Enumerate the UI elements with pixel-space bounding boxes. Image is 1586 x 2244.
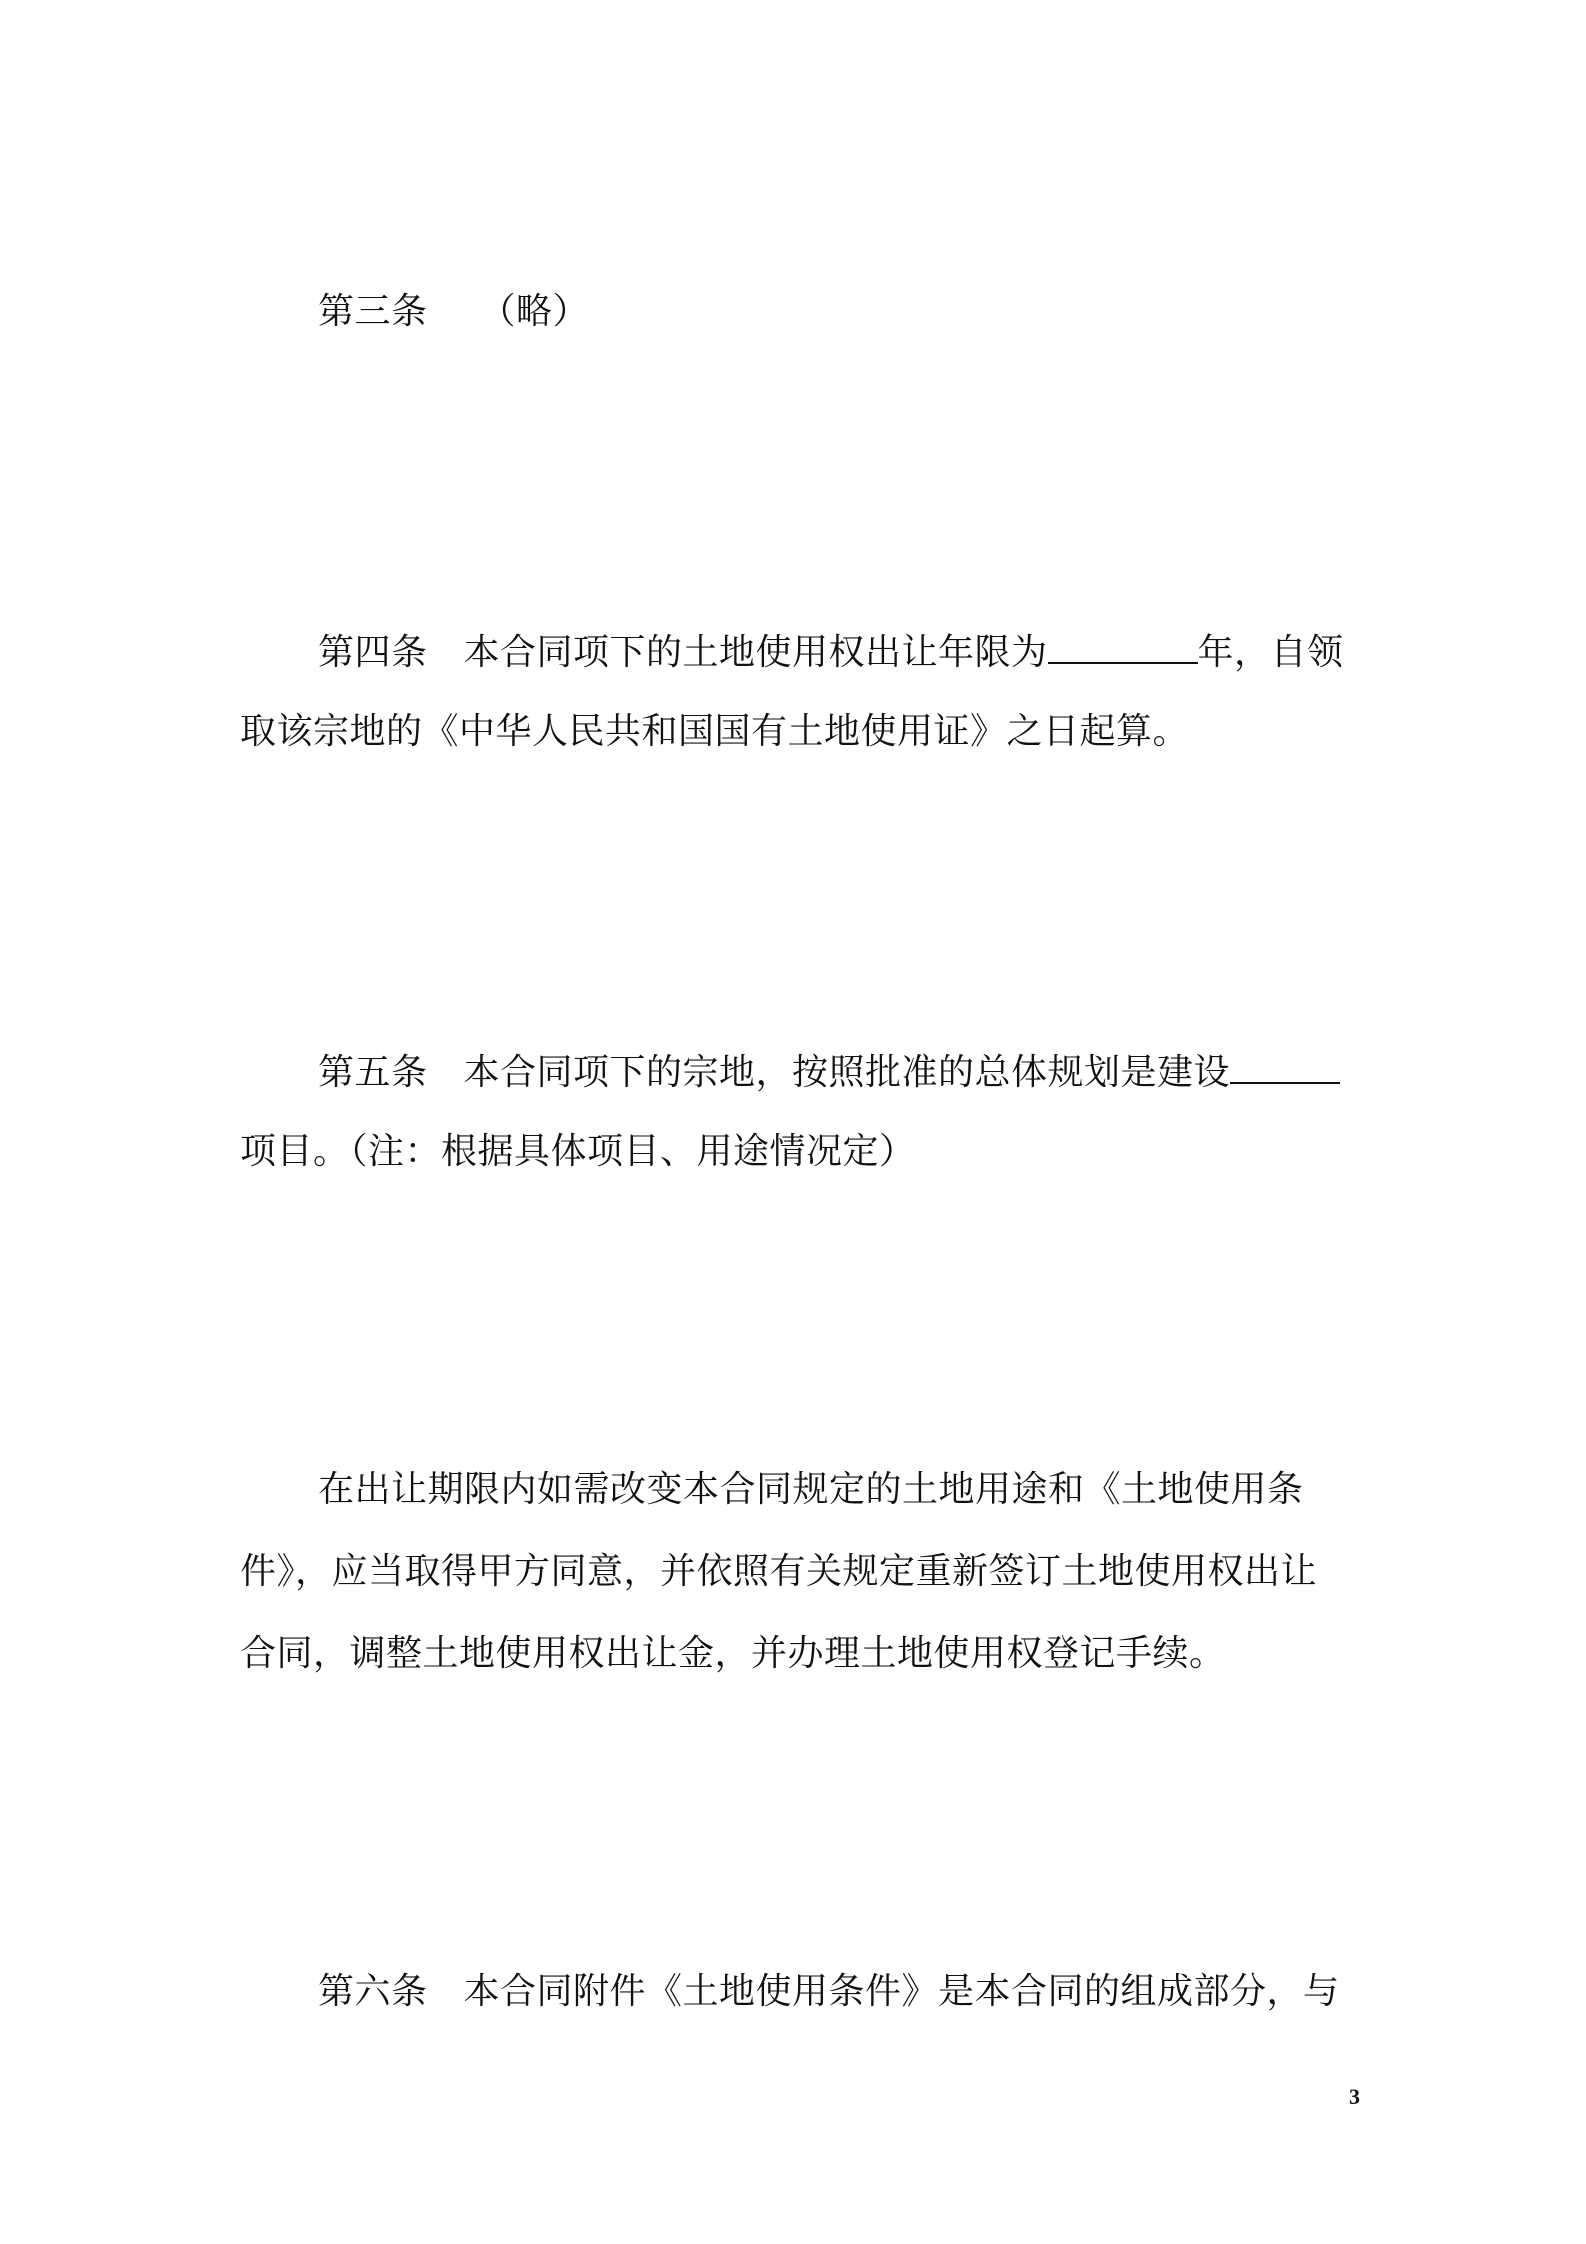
article-4-line-1 [318,628,1360,675]
article-4-text-before-blank: 本合同项下的土地使用权出让年限为 [463,632,1048,673]
article-5-heading: 第五条 [318,1052,428,1093]
article-4-heading: 第四条 [318,632,428,673]
article-6-text: 本合同附件《土地使用条件》是本合同的组成部分，与 [463,1971,1340,2012]
article-3-heading: 第三条 [318,291,428,332]
article-6-heading: 第六条 [318,1971,428,2012]
article-6-line-1 [318,1970,1360,2014]
article-5-line-2: 项目。（注：根据具体项目、用途情况定） [240,1131,916,1172]
article-4-text-after-blank: 年，自领 [1197,632,1344,673]
change-paragraph-line-3: 合同，调整土地使用权出让金，并办理土地使用权登记手续。 [240,1633,1226,1674]
article-3-line [318,290,1360,334]
article-4-line-2: 取该宗地的《中华人民共和国国有土地使用证》之日起算。 [240,711,1190,752]
article-3-text: （略） [479,291,590,332]
term-years-blank [1048,628,1198,664]
article-5-text-before-blank: 本合同项下的宗地，按照批准的总体规划是建设 [463,1052,1231,1093]
project-name-blank [1230,1048,1340,1084]
change-paragraph-line-1: 在出让期限内如需改变本合同规定的土地用途和《土地使用条 [318,1469,1304,1510]
change-paragraph-line-2: 件》，应当取得甲方同意，并依照有关规定重新签订土地使用权出让 [240,1551,1318,1592]
page-number: 3 [1349,2084,1360,2109]
article-5-line-1 [318,1048,1360,1095]
